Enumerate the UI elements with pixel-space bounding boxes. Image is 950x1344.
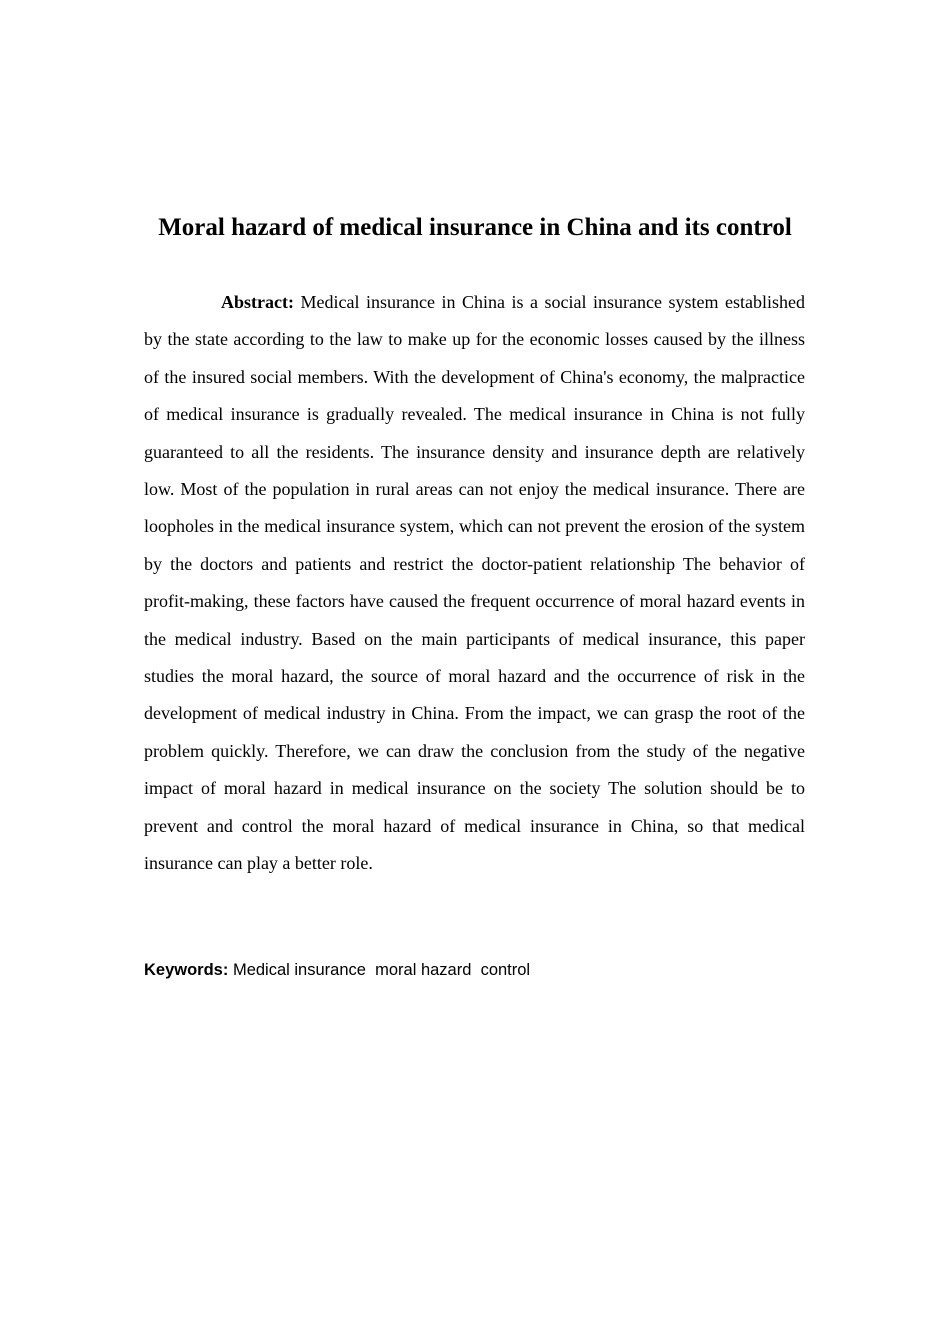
abstract-paragraph [144,284,805,883]
keyword-item: Medical insurance [232,961,366,979]
keywords-line [144,957,805,983]
keyword-item: moral hazard [375,961,472,979]
keyword-item: control [480,961,531,979]
keywords-label: Keywords: [144,961,229,979]
abstract-label: Abstract: [221,292,294,312]
abstract-text: Medical insurance in China is a social insurance system established by the state according to the law to make up for the economic losses caused by the illness of the insured social members. With the development of China's economy, the malpractice of medical insurance is gradually revealed. The medical insurance in China is not fully guaranteed to all the residents. The insurance density and insurance depth are relatively low. Most of the population in rural areas can not enjoy the medical insurance. There are loopholes in the medical insurance system, which can not prevent the erosion of the system by the doctors and patients and restrict the doctor-patient relationship The behavior of profit-making, these factors have caused the frequent occurrence of moral hazard events in the medical industry. Based on the main participants of medical insurance, this paper studies the moral hazard, the source of moral hazard and the occurrence of risk in the development of medical industry in China. From the impact, we can grasp the root of the problem quickly. Therefore, we can draw the conclusion from the study of the negative impact of moral hazard in medical insurance on the society The solution should be to prevent and control the moral hazard of medical insurance in China, so that medical insurance can play a better role. [144,292,805,874]
paper-title: Moral hazard of medical insurance in China and its control [158,214,792,241]
